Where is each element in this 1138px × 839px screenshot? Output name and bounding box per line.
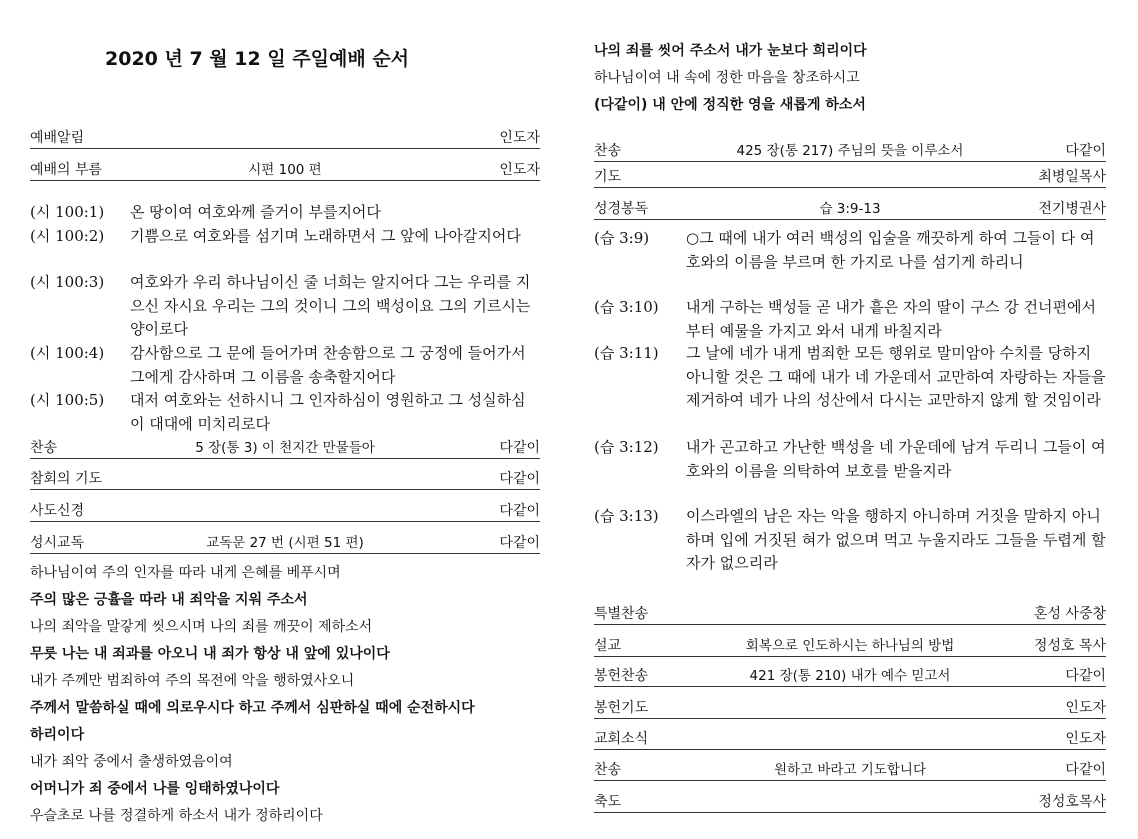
- verse-ref: (시 100:2): [30, 227, 105, 245]
- verse-ref: (시 100:5): [30, 391, 105, 409]
- order-item-leader: 다같이: [499, 440, 540, 456]
- order-row: [594, 729, 1106, 750]
- order-item-name: 찬송: [594, 143, 622, 159]
- verse-ref: (습 3:13): [594, 507, 659, 525]
- verse-ref: (습 3:9): [594, 229, 650, 247]
- responsive-line: 어머니가 죄 중에서 나를 잉태하였나이다: [30, 781, 280, 797]
- order-item-leader: 다같이: [1065, 762, 1106, 778]
- order-item-leader: 전기병권사: [1038, 201, 1106, 217]
- verse-text: 내게 구하는 백성들 곧 내가 흩은 자의 딸이 구스 강 건너편에서부터 예물을 가지고 와서 내게 바칠지라: [686, 298, 1096, 340]
- order-item-detail: 시편 100 편: [248, 162, 322, 178]
- order-item-name: 축도: [594, 794, 622, 810]
- order-row: [30, 160, 540, 181]
- order-row: [30, 533, 540, 554]
- order-item-leader: 혼성 사중창: [1033, 606, 1106, 622]
- verse-item: [594, 505, 1106, 576]
- responsive-line: 나의 죄악을 말갛게 씻으시며 나의 죄를 깨끗이 제하소서: [30, 619, 373, 635]
- verse-item: [30, 225, 540, 249]
- verse-text: 그 날에 네가 내게 범죄한 모든 행위로 말미암아 수치를 당하지 아니할 것은 그 때에 내가 네 가운데서 교만하여 자랑하는 자들을 제거하여 네가 나의 성산에서 다시는 교만하지 않게 할 것임이라: [686, 344, 1106, 409]
- order-item-name: 사도신경: [30, 503, 85, 519]
- order-item-leader: 다같이: [1065, 668, 1106, 684]
- order-item-name: 성경봉독: [594, 201, 649, 217]
- order-row: [30, 128, 540, 149]
- responsive-line: 무릇 나는 내 죄과를 아오니 내 죄가 항상 내 앞에 있나이다: [30, 646, 390, 662]
- order-item-name: 기도: [594, 169, 622, 185]
- verse-text: 대저 여호와는 선하시니 그 인자하심이 영원하고 그 성실하심이 대대에 미치리로다: [130, 391, 526, 433]
- verse-ref: (시 100:4): [30, 344, 105, 362]
- responsive-line: 나의 죄를 씻어 주소서 내가 눈보다 희리이다: [594, 43, 867, 59]
- responsive-line: 주의 많은 긍휼을 따라 내 죄악을 지워 주소서: [30, 592, 308, 608]
- order-item-name: 설교: [594, 638, 622, 654]
- order-row: [30, 469, 540, 490]
- order-item-name: 예배의 부름: [30, 162, 103, 178]
- verse-text: 온 땅이여 여호와께 즐거이 부를지어다: [130, 203, 381, 221]
- verse-text: 기쁨으로 여호와를 섬기며 노래하면서 그 앞에 나아갈지어다: [130, 227, 521, 245]
- responsive-line: 하나님이여 주의 인자를 따라 내게 은혜를 베푸시며: [30, 565, 341, 581]
- order-item-leader: 정성호 목사: [1033, 638, 1106, 654]
- responsive-line: 하나님이여 내 속에 정한 마음을 창조하시고: [594, 70, 860, 86]
- order-item-leader: 인도자: [1065, 700, 1106, 716]
- order-item-detail: 425 장(통 217) 주님의 뜻을 이루소서: [736, 143, 964, 159]
- order-item-leader: 다같이: [499, 535, 540, 551]
- responsive-line: 우슬초로 나를 정결하게 하소서 내가 정하리이다: [30, 808, 323, 824]
- order-row: [594, 141, 1106, 162]
- verse-text: ○그 때에 내가 여러 백성의 입술을 깨끗하게 하여 그들이 다 여호와의 이름을 부르며 한 가지로 나를 섬기게 하리니: [686, 229, 1095, 271]
- responsive-line: (다같이) 내 안에 정직한 영을 새롭게 하소서: [594, 97, 866, 113]
- verse-text: 감사함으로 그 문에 들어가며 찬송함으로 그 궁정에 들어가서 그에게 감사하며 그 이름을 송축할지어다: [130, 344, 526, 386]
- order-item-name: 교회소식: [594, 731, 649, 747]
- order-item-name: 봉헌기도: [594, 700, 649, 716]
- verse-ref: (시 100:1): [30, 203, 105, 221]
- verse-item: [594, 436, 1106, 483]
- order-item-detail: 교독문 27 번 (시편 51 편): [206, 535, 364, 551]
- verse-item: [30, 201, 540, 225]
- verse-ref: (습 3:12): [594, 438, 659, 456]
- page-title: 2020 년 7 월 12 일 주일예배 순서: [105, 48, 410, 70]
- order-item-name: 특별찬송: [594, 606, 649, 622]
- order-item-name: 참회의 기도: [30, 471, 103, 487]
- order-row: [594, 760, 1106, 781]
- order-row: [30, 438, 540, 459]
- order-item-detail: 원하고 바라고 기도합니다: [773, 762, 927, 778]
- order-item-detail: 회복으로 인도하시는 하나님의 방법: [745, 638, 955, 654]
- order-item-leader: 다같이: [1065, 143, 1106, 159]
- order-row: [594, 792, 1106, 813]
- order-row: [594, 604, 1106, 625]
- order-item-detail: 습 3:9-13: [819, 201, 881, 217]
- order-item-leader: 인도자: [499, 130, 540, 146]
- order-row: [30, 501, 540, 522]
- order-row: [594, 199, 1106, 220]
- order-item-leader: 인도자: [499, 162, 540, 178]
- verse-item: [594, 227, 1106, 274]
- verse-text: 여호와가 우리 하나님이신 줄 너희는 알지어다 그는 우리를 지으신 자시요 우리는 그의 것이니 그의 백성이요 그의 기르시는 양이로다: [130, 273, 531, 338]
- responsive-line: 주께서 말씀하실 때에 의로우시다 하고 주께서 심판하실 때에 순전하시다: [30, 700, 475, 716]
- order-item-name: 찬송: [30, 440, 58, 456]
- verse-item: [30, 342, 540, 389]
- order-item-name: 성시교독: [30, 535, 85, 551]
- responsive-line: 내가 주께만 범죄하여 주의 목전에 악을 행하였사오니: [30, 673, 355, 689]
- verse-item: [30, 271, 540, 342]
- order-item-leader: 다같이: [499, 471, 540, 487]
- order-item-leader: 정성호목사: [1038, 794, 1106, 810]
- responsive-line: 하리이다: [30, 727, 85, 743]
- verse-item: [594, 296, 1106, 343]
- order-item-leader: 인도자: [1065, 731, 1106, 747]
- order-item-name: 봉헌찬송: [594, 668, 649, 684]
- verse-ref: (습 3:10): [594, 298, 659, 316]
- order-item-leader: 최병일목사: [1038, 169, 1106, 185]
- verse-ref: (습 3:11): [594, 344, 659, 362]
- verse-text: 내가 곤고하고 가난한 백성을 네 가운데에 남겨 두리니 그들이 여호와의 이름을 의탁하여 보호를 받을지라: [686, 438, 1106, 480]
- order-item-name: 찬송: [594, 762, 622, 778]
- verse-item: [30, 389, 540, 436]
- order-item-leader: 다같이: [499, 503, 540, 519]
- order-row: [594, 167, 1106, 188]
- verse-text: 이스라엘의 남은 자는 악을 행하지 아니하며 거짓을 말하지 아니하며 입에 거짓된 혀가 없으며 먹고 누울지라도 그들을 두렵게 할 자가 없으리라: [686, 507, 1106, 572]
- order-row: [594, 666, 1106, 687]
- order-item-detail: 5 장(통 3) 이 천지간 만물들아: [195, 440, 375, 456]
- order-item-name: 예배알림: [30, 130, 85, 146]
- verse-item: [594, 342, 1106, 413]
- responsive-line: 내가 죄악 중에서 출생하였음이여: [30, 754, 233, 770]
- order-item-detail: 421 장(통 210) 내가 예수 믿고서: [749, 668, 951, 684]
- verse-ref: (시 100:3): [30, 273, 105, 291]
- order-row: [594, 636, 1106, 657]
- order-row: [594, 698, 1106, 719]
